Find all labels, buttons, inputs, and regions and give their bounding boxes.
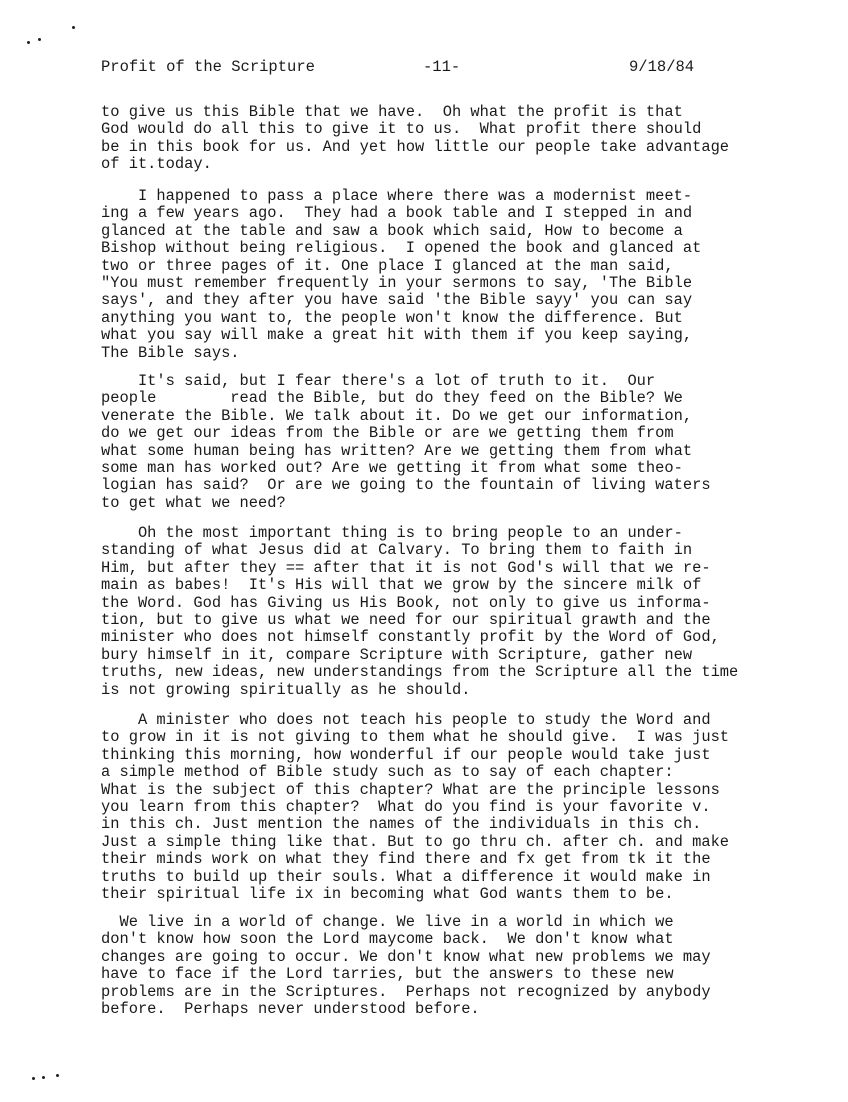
document-title: Profit of the Scripture bbox=[101, 58, 315, 76]
document-date: 9/18/84 bbox=[629, 58, 695, 76]
stray-mark bbox=[56, 1074, 59, 1077]
stray-mark bbox=[42, 1076, 45, 1079]
stray-mark bbox=[27, 41, 30, 44]
stray-mark bbox=[72, 26, 75, 29]
stray-mark bbox=[32, 1077, 35, 1080]
paragraph: Oh the most important thing is to bring people to an under- standing of what Jesus did at Calvary. To bring them to faith in Him, but after they == after that it is not God's will that we re- main as babes! It's His will that we grow by the sincere milk of the Word. God has Giving us His Book, not only to give us informa- tion, but to give us what we need for our spiritual grawth and the minister who does not himself constantly profit by the Word of God, bury himself in it, compare Scripture with Scripture, gather new truths, new ideas, new understandings from the Scripture all the time is not growing spiritually as he should. bbox=[101, 524, 739, 699]
page-header bbox=[0, 58, 848, 80]
paragraph: It's said, but I fear there's a lot of truth to it. Our people read the Bible, but do they feed on the Bible? We venerate the Bible. We talk about it. Do we get our information, do we get our ideas from the Bible or are we getting them from what some human being has written? Are we getting them from what some man has worked out? Are we getting it from what some theo- logian has said? Or are we going to the fountain of living waters to get what we need? bbox=[101, 372, 711, 512]
paragraph: to give us this Bible that we have. Oh what the profit is that God would do all this to give it to us. What profit there should be in this book for us. And yet how little our people take advantage of it.today. bbox=[101, 103, 730, 174]
paragraph: A minister who does not teach his people to study the Word and to grow in it is not giving to them what he should give. I was just thinking this morning, how wonderful if our people would take just a simple method of Bible study such as to say of each chapter: What is the subject of this chapter? What are the principle lessons you learn from this chapter? What do you find is your favorite v. in this ch. Just mention the names of the individuals in this ch. Just a simple thing like that. But to go thru ch. after ch. and make their minds work on what they find there and fx get from tk it the truths to build up their souls. What a difference it would make in their spiritual life ix in becoming what God wants them to be. bbox=[101, 711, 730, 904]
stray-mark bbox=[38, 38, 41, 41]
page-number: -11- bbox=[423, 58, 461, 76]
paragraph: I happened to pass a place where there was a modernist meet- ing a few years ago. They had a book table and I stepped in and glanced at the table and saw a book which said, How to become a Bishop without being religious. I opened the book and glanced at two or three pages of it. One place I glanced at the man said, "You must remember frequently in your sermons to say, 'The Bible says', and they after you have said 'the Bible sayy' you can say anything you want to, the people won't know the difference. But what you say will make a great hit with them if you keep saying, The Bible says. bbox=[101, 187, 702, 362]
paragraph: We live in a world of change. We live in a world in which we don't know how soon the Lord maycome back. We don't know what changes are going to occur. We don't know what new problems we may have to face if the Lord tarries, but the answers to these new problems are in the Scriptures. Perhaps not recognized by anybody before. Perhaps never understood before. bbox=[101, 913, 711, 1019]
